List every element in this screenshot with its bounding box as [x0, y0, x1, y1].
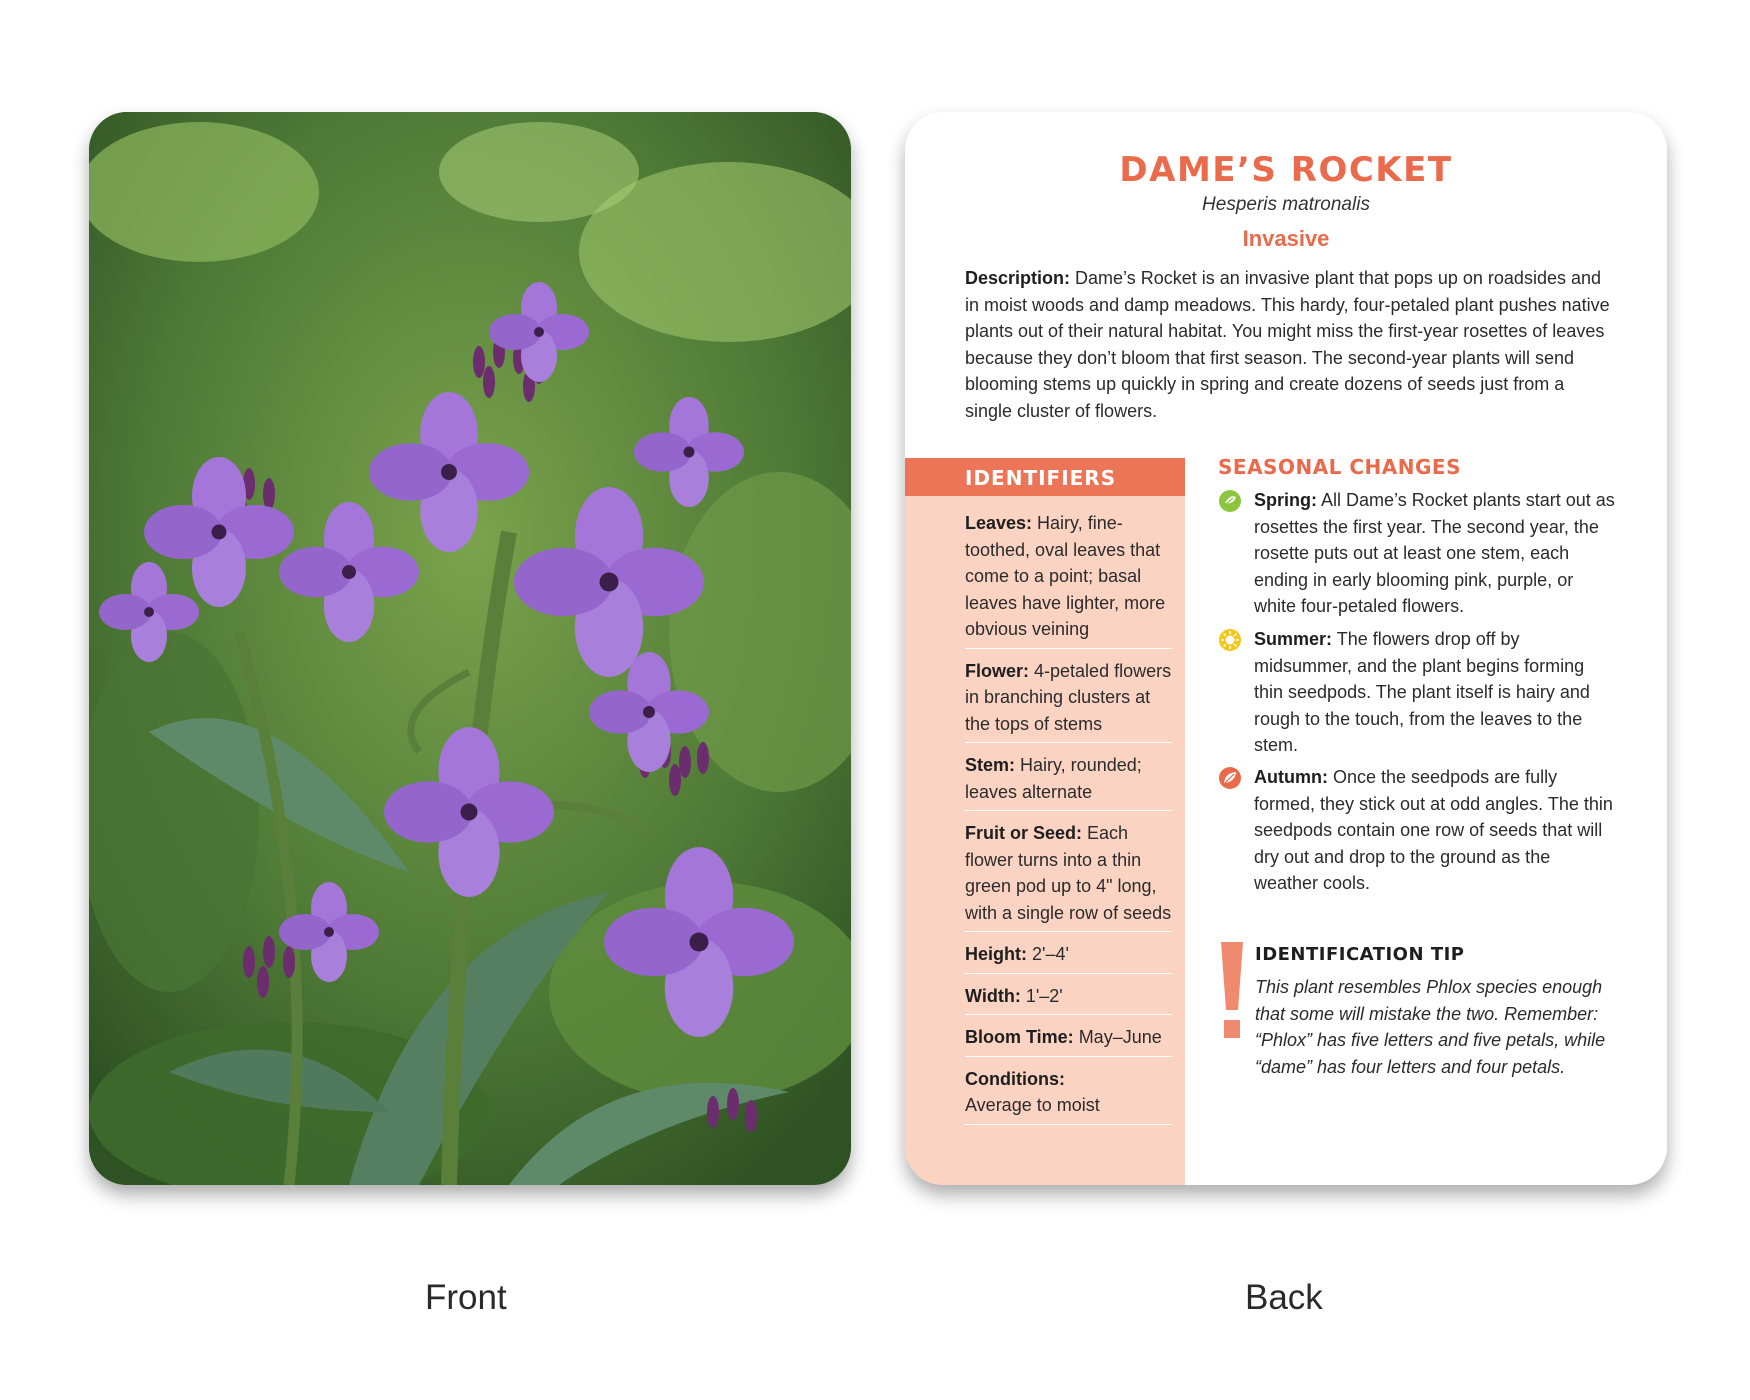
season-text: Once the seedpods are fully formed, they stick out at odd angles. The thin seedpods contain one row of seeds that will dry out and drop to the ground as the weather cools. — [1254, 767, 1613, 893]
season-autumn — [1218, 764, 1618, 897]
identifier-label: Width: — [965, 985, 1021, 1006]
identifier-text: Hairy, rounded; leaves alternate — [965, 755, 1142, 802]
season-label: Summer: — [1254, 629, 1333, 649]
autumn-leaf-icon — [1218, 766, 1242, 790]
back-card — [905, 112, 1667, 1185]
plant-status: Invasive — [1242, 226, 1330, 251]
identifier-text: 2'–4' — [1027, 944, 1069, 964]
identifiers-header — [905, 458, 1185, 496]
dames-rocket-flower-photo — [89, 112, 851, 1185]
identifier-label: Height: — [965, 944, 1027, 964]
season-spring — [1218, 487, 1618, 620]
description-text: Dame’s Rocket is an invasive plant that pops up on roadsides and in moist woods and damp meadows. This hardy, four-petaled plant pushes native plants out of their natural habitat. You might miss the first-year rosettes of leaves because they don’t bloom that first season. The second-year plants will send blooming stems up quickly in spring and create dozens of seeds just from a single cluster of flowers. — [965, 268, 1610, 421]
identifier-fruit-or-seed — [965, 816, 1172, 932]
identification-tip-text: This plant resembles Phlox species enough that some will mistake the two. Remember: “Phlox” has five letters and five petals, while “dame” has four letters and four petals. — [1255, 977, 1606, 1077]
identifier-label: Bloom Time: — [965, 1027, 1074, 1047]
season-label: Autumn: — [1254, 767, 1328, 787]
identifier-text: May–June — [1073, 1027, 1162, 1047]
identifier-text: Hairy, fine-toothed, oval leaves that come to a point; basal leaves have lighter, more obvious veining — [965, 513, 1166, 639]
identifiers-title: IDENTIFIERS — [965, 466, 1117, 490]
plant-title: DAME’S ROCKET — [1119, 150, 1453, 190]
description-label: Description: — [965, 268, 1071, 288]
identifier-label: Flower: — [965, 660, 1030, 681]
seasonal-changes-title: SEASONAL CHANGES — [1218, 455, 1461, 479]
identifier-label: Conditions: — [965, 1068, 1065, 1089]
identifiers-panel — [905, 458, 1185, 1185]
identifier-stem — [965, 748, 1172, 811]
identifier-text: 4-petaled flowers in branching clusters at the tops of stems — [965, 660, 1172, 734]
identifier-flower — [965, 654, 1172, 744]
identifier-bloom-time — [965, 1020, 1172, 1057]
identifier-leaves — [965, 506, 1172, 649]
front-caption: Front — [425, 1278, 507, 1317]
identifier-label: Fruit or Seed: — [965, 823, 1083, 843]
identification-tip-title: IDENTIFICATION TIP — [1255, 944, 1465, 965]
identifier-height — [965, 937, 1172, 974]
spring-leaf-icon — [1218, 489, 1242, 513]
identifier-text: Each flower turns into a thin green pod up to 4" long, with a single row of seeds — [965, 823, 1172, 923]
description — [965, 265, 1615, 424]
front-card — [89, 112, 851, 1185]
identifier-text: Average to moist — [965, 1095, 1100, 1115]
season-label: Spring: — [1254, 490, 1317, 510]
season-text: The flowers drop off by midsummer, and the plant begins forming thin seedpods. The plant itself is hairy and rough to the touch, from the leaves to the stem. — [1254, 629, 1590, 755]
identifier-text: 1'–2' — [1020, 985, 1063, 1006]
identifiers-list — [965, 506, 1172, 1130]
plant-latin-name: Hesperis matronalis — [1202, 194, 1370, 215]
identifier-label: Leaves: — [965, 513, 1033, 533]
identifier-conditions — [965, 1062, 1172, 1125]
back-caption: Back — [1245, 1278, 1323, 1317]
summer-sun-icon — [1218, 628, 1242, 652]
identifier-label: Stem: — [965, 755, 1016, 775]
identifier-width — [965, 979, 1172, 1016]
exclamation-icon — [1219, 942, 1245, 1042]
season-summer — [1218, 626, 1618, 759]
season-text: All Dame’s Rocket plants start out as rosettes the first year. The second year, the rosette puts out at least one stem, each ending in early blooming pink, purple, or white four-petaled flowers. — [1254, 490, 1615, 616]
